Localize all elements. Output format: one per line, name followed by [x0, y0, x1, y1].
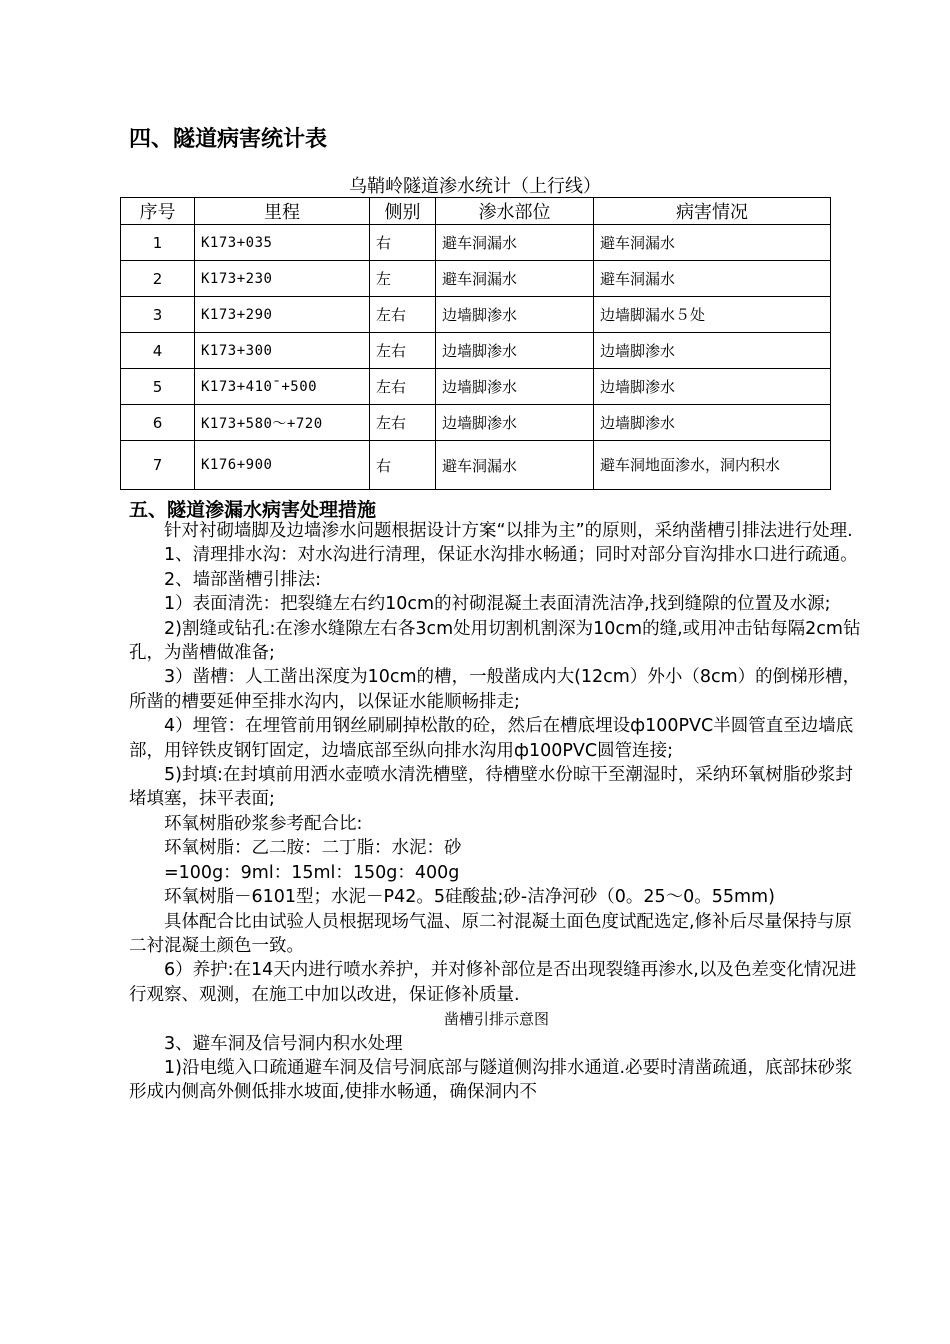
paragraph: 3）凿槽：人工凿出深度为10cm的槽，一般凿成内大(12cm）外小（8cm）的倒梯形槽，所凿的槽要延伸至排水沟内，以保证水能顺畅排走;	[129, 667, 861, 712]
cell-side: 左右	[370, 405, 436, 441]
cell-location: 边墙脚渗水	[436, 333, 594, 369]
cell-mileage: K173+035	[195, 225, 370, 261]
cell-mileage: K176+900	[195, 441, 370, 490]
cell-condition: 避车洞漏水	[594, 225, 831, 261]
cell-side: 左右	[370, 333, 436, 369]
seepage-statistics-table	[120, 197, 831, 490]
cell-mileage: K173+290	[195, 297, 370, 333]
header-mileage: 里程	[195, 198, 370, 225]
table-row	[121, 225, 831, 261]
paragraph: 环氧树脂－6101型；水泥－P42。5硅酸盐;砂-洁净河砂（0。25～0。55mm)	[164, 887, 775, 908]
cell-side: 右	[370, 225, 436, 261]
paragraph: 环氧树脂：乙二胺：二丁脂：水泥：砂	[164, 838, 462, 859]
paragraph: 6）养护:在14天内进行喷水养护，并对修补部位是否出现裂缝再渗水,以及色差变化情况进行观察、观测，在施工中加以改进，保证修补质量.	[129, 960, 857, 1005]
cell-location: 避车洞漏水	[436, 441, 594, 490]
cell-mileage: K173+230	[195, 261, 370, 297]
cell-condition: 避车洞地面渗水，洞内积水	[594, 441, 831, 490]
cell-side: 右	[370, 441, 436, 490]
cell-mileage: K173+410¯+500	[195, 369, 370, 405]
paragraph: 1）表面清洗：把裂缝左右约10cm的衬砌混凝土表面清洗洁净,找到缝隙的位置及水源;	[164, 594, 831, 615]
paragraph: 2)割缝或钻孔:在渗水缝隙左右各3cm处用切割机割深为10cm的缝,或用冲击钻每隔2cm钻孔，为凿槽做准备;	[129, 618, 861, 664]
paragraph: 3、避车洞及信号洞内积水处理	[164, 1033, 403, 1054]
table-header-row	[121, 198, 831, 225]
cell-no: 4	[121, 333, 195, 369]
cell-location: 避车洞漏水	[436, 225, 594, 261]
paragraph: 具体配合比由试验人员根据现场气温、原二衬混凝土面色度试配选定,修补后尽量保持与原二衬混凝土颜色一致。	[129, 911, 853, 956]
cell-no: 2	[121, 261, 195, 297]
table-row	[121, 333, 831, 369]
cell-side: 左右	[370, 297, 436, 333]
cell-mileage: K173+580～+720	[195, 405, 370, 441]
paragraph: =100g：9ml：15ml：150g：400g	[164, 862, 460, 883]
header-side: 侧别	[370, 198, 436, 225]
cell-no: 7	[121, 441, 195, 490]
paragraph: 环氧树脂砂浆参考配合比:	[164, 813, 363, 834]
paragraph: 4）埋管：在埋管前用钢丝刷刷掉松散的砼，然后在槽底埋设ф100PVC半圆管直至边墙底部，用锌铁皮钢钉固定，边墙底部至纵向排水沟用ф100PVC圆管连接;	[129, 716, 854, 761]
table-row	[121, 369, 831, 405]
cell-no: 5	[121, 369, 195, 405]
table-row	[121, 441, 831, 490]
cell-condition: 边墙脚渗水	[594, 405, 831, 441]
paragraph: 1)沿电缆入口疏通避车洞及信号洞底部与隧道侧沟排水通道.必要时清凿疏通，底部抹砂浆形成内侧高外侧低排水坡面,使排水畅通，确保洞内不	[129, 1057, 853, 1103]
paragraph: 2、墙部凿槽引排法:	[164, 569, 322, 590]
header-condition: 病害情况	[594, 198, 831, 225]
cell-location: 边墙脚渗水	[436, 369, 594, 405]
cell-no: 6	[121, 405, 195, 441]
section-5-heading: 五、隧道渗漏水病害处理措施	[129, 499, 377, 521]
cell-side: 左	[370, 261, 436, 297]
cell-condition: 避车洞漏水	[594, 261, 831, 297]
table-row	[121, 261, 831, 297]
cell-condition: 边墙脚漏水５处	[594, 297, 831, 333]
cell-condition: 边墙脚渗水	[594, 333, 831, 369]
table-caption: 乌鞘岭隧道渗水统计（上行线）	[349, 176, 601, 197]
cell-location: 边墙脚渗水	[436, 405, 594, 441]
section-4-heading: 四、隧道病害统计表	[129, 127, 328, 152]
cell-mileage: K173+300	[195, 333, 370, 369]
paragraph: 1、清理排水沟：对水沟进行清理，保证水沟排水畅通；同时对部分盲沟排水口进行疏通。	[164, 545, 858, 566]
table-row	[121, 405, 831, 441]
paragraph: 5)封填:在封填前用洒水壶喷水清洗槽壁，待槽壁水份晾干至潮湿时，采纳环氧树脂砂浆封堵填塞，抹平表面;	[129, 765, 853, 810]
cell-location: 边墙脚渗水	[436, 297, 594, 333]
section-5-body	[129, 519, 864, 1105]
cell-condition: 边墙脚渗水	[594, 369, 831, 405]
figure-caption: 凿槽引排示意图	[443, 1010, 549, 1029]
header-no: 序号	[121, 198, 195, 225]
header-location: 渗水部位	[436, 198, 594, 225]
cell-side: 左右	[370, 369, 436, 405]
paragraph: 针对衬砌墙脚及边墙渗水问题根据设计方案“以排为主”的原则，采纳凿槽引排法进行处理.	[164, 521, 853, 541]
cell-no: 3	[121, 297, 195, 333]
cell-no: 1	[121, 225, 195, 261]
table-row	[121, 297, 831, 333]
cell-location: 避车洞漏水	[436, 261, 594, 297]
